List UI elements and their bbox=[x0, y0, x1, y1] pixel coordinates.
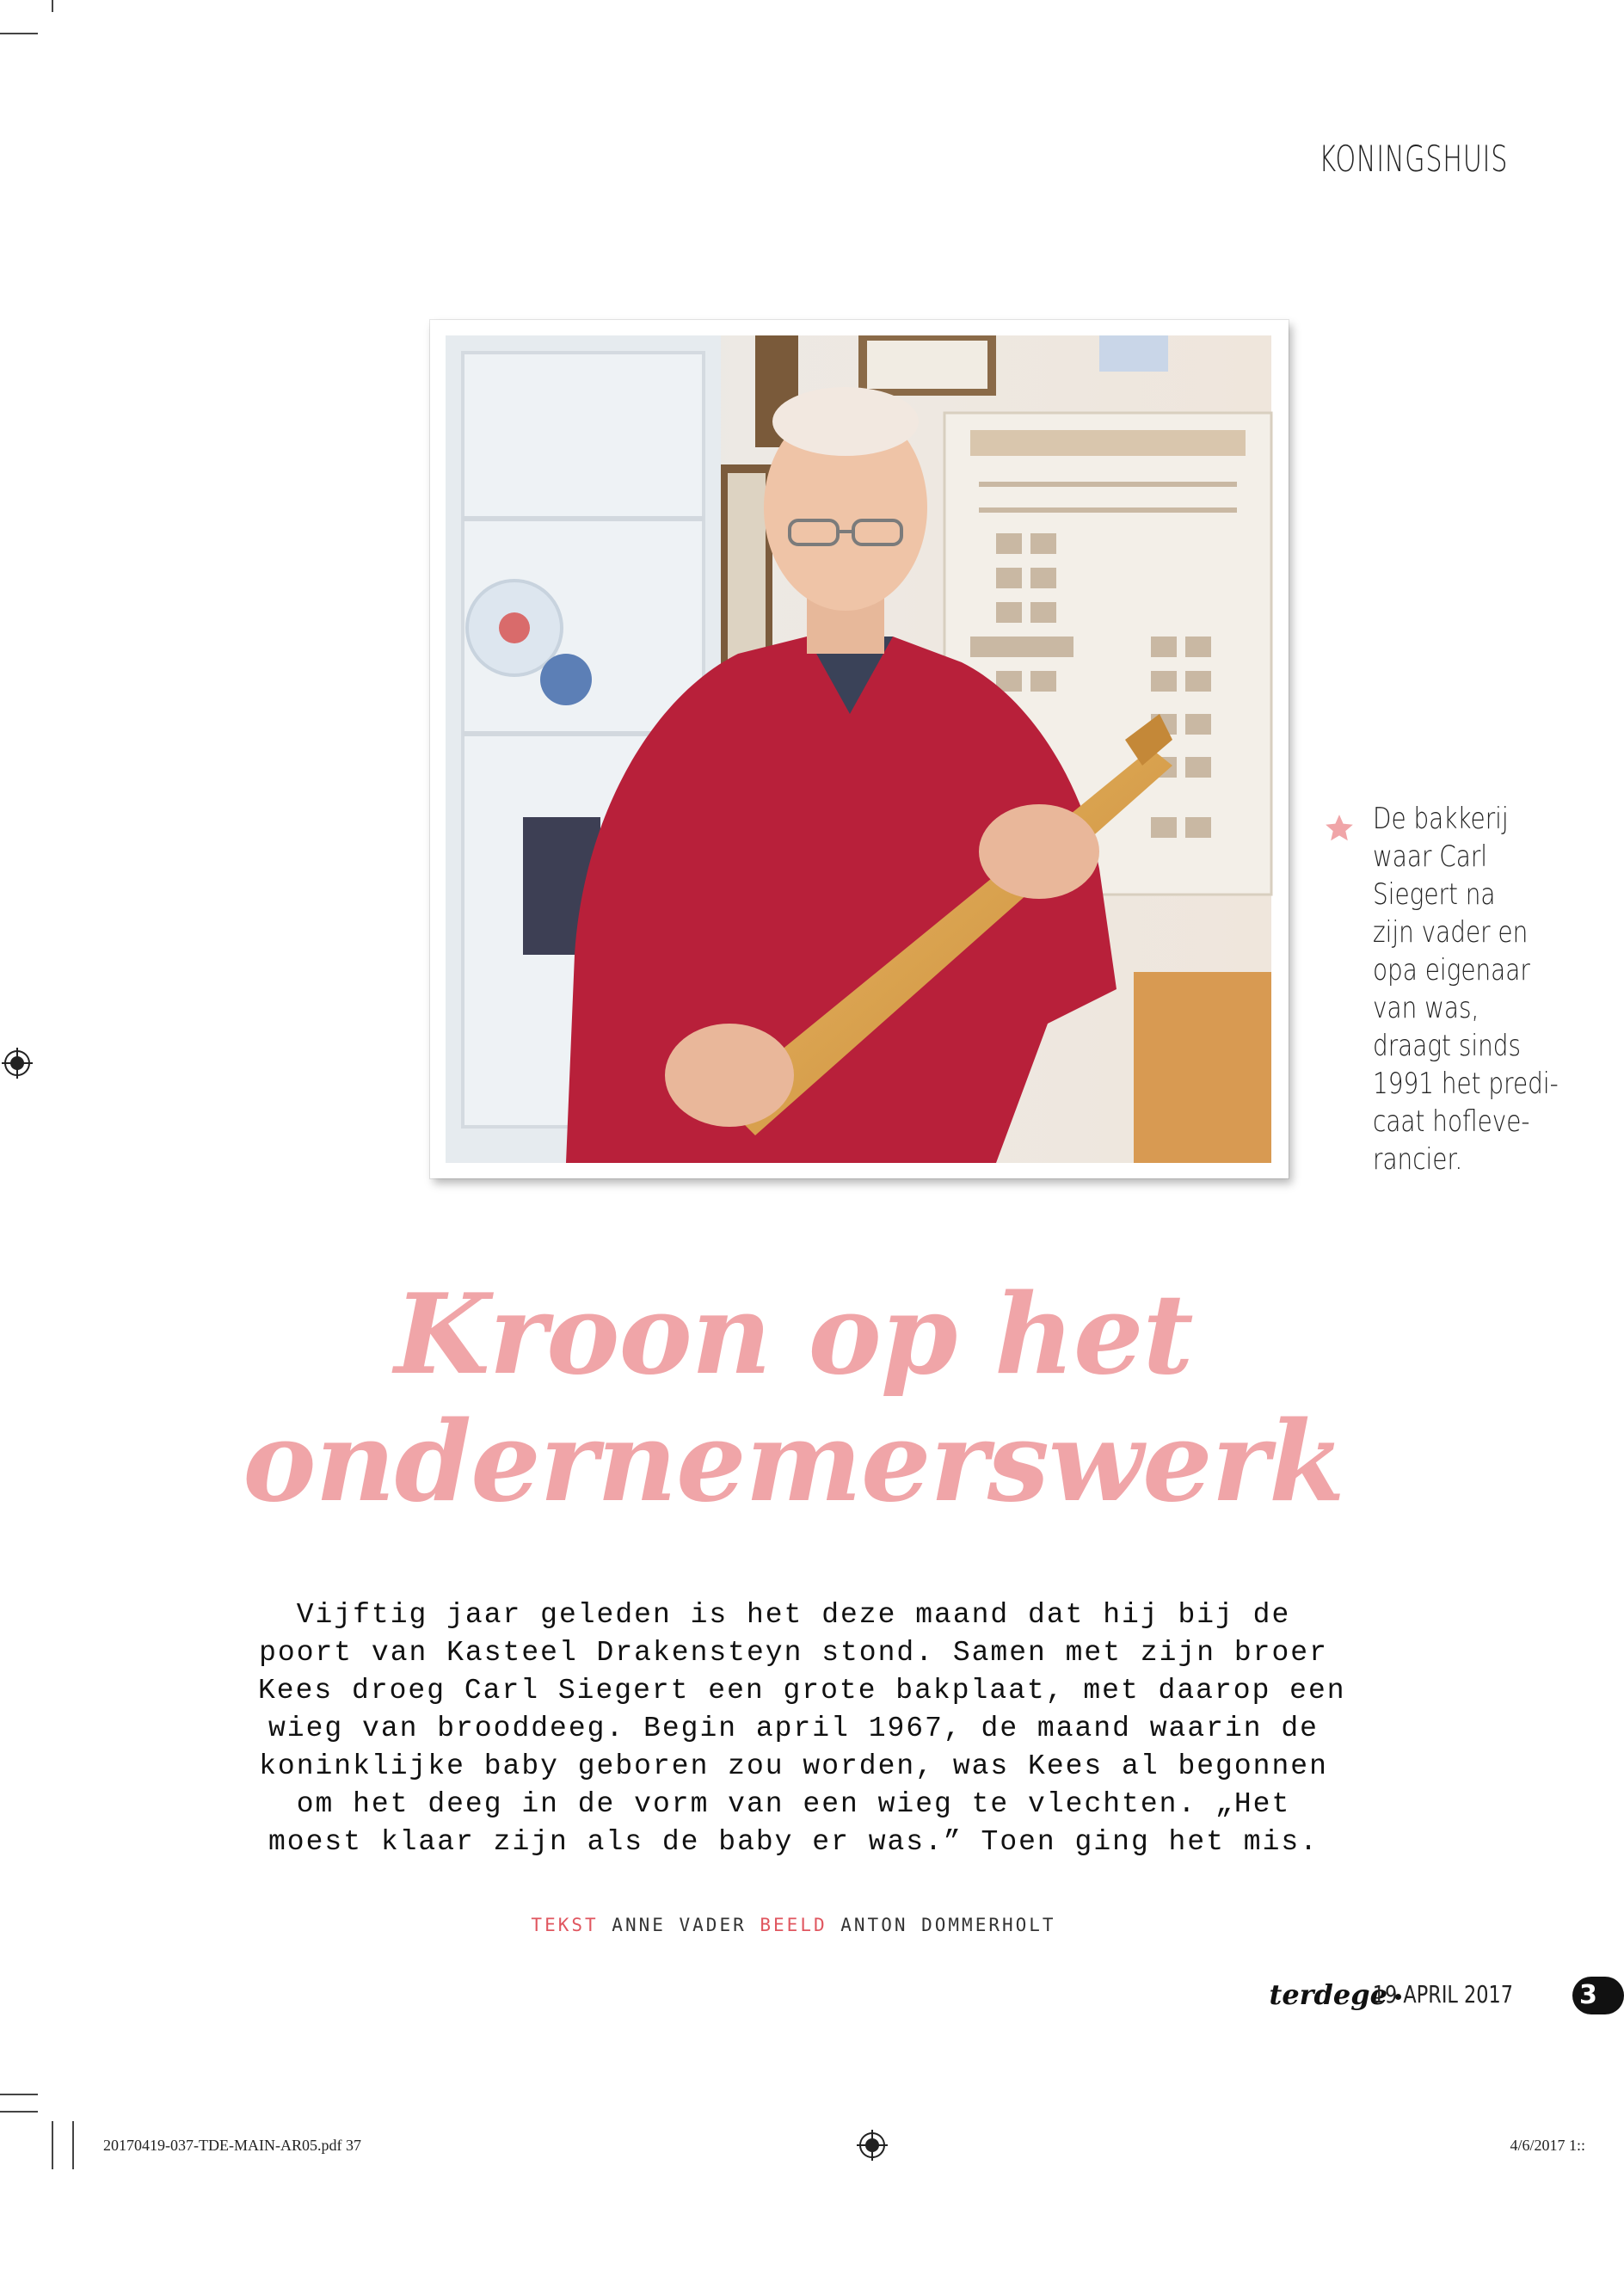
crop-mark bbox=[52, 2121, 53, 2169]
portrait-illustration bbox=[446, 335, 1271, 1163]
credit-photo-author: ANTON DOMMERHOLT bbox=[840, 1915, 1056, 1935]
caption-line: waar Carl bbox=[1373, 840, 1488, 874]
caption-line: draagt sinds bbox=[1373, 1029, 1522, 1063]
intro-line: moest klaar zijn als de baby er was.” Toen ging het mis. bbox=[268, 1826, 1319, 1858]
intro-line: poort van Kasteel Drakensteyn stond. Samen met zijn broer bbox=[259, 1637, 1328, 1669]
issue-date: 19 APRIL 2017 bbox=[1372, 1980, 1513, 2008]
star-icon bbox=[1323, 812, 1356, 845]
section-label: KONINGSHUIS bbox=[1319, 138, 1508, 180]
intro-line: om het deeg in de vorm van een wieg te vlechten. „Het bbox=[296, 1788, 1291, 1820]
photo-caption bbox=[1373, 800, 1562, 1178]
registration-mark-icon bbox=[857, 2130, 888, 2161]
credit-photo-label: BEELD bbox=[760, 1915, 827, 1935]
caption-line: zijn vader en bbox=[1373, 915, 1529, 950]
registration-mark-icon bbox=[2, 1048, 33, 1079]
crop-mark bbox=[0, 2111, 38, 2113]
intro-line: Kees droeg Carl Siegert een grote bakplaat, met daarop een bbox=[258, 1675, 1346, 1707]
intro-line: wieg van brooddeeg. Begin april 1967, de maand waarin de bbox=[268, 1713, 1319, 1744]
article-intro bbox=[258, 1596, 1346, 1861]
print-slug-file: 20170419-037-TDE-MAIN-AR05.pdf 37 bbox=[103, 2137, 361, 2154]
page-number-tab bbox=[1572, 1977, 1624, 2014]
headline-line: Kroon op het bbox=[394, 1270, 1193, 1399]
intro-line: Vijftig jaar geleden is het deze maand dat hij bij de bbox=[296, 1599, 1291, 1631]
credit-text-author: ANNE VADER bbox=[612, 1915, 747, 1935]
headline-line: ondernemerswerk bbox=[243, 1398, 1344, 1527]
crop-mark bbox=[0, 33, 38, 34]
page-number: 3 bbox=[1579, 1980, 1597, 2010]
portrait-photo bbox=[430, 320, 1289, 1178]
caption-line: caat hofleve- bbox=[1373, 1104, 1530, 1139]
caption-line: rancier. bbox=[1373, 1142, 1463, 1177]
crop-mark bbox=[0, 2094, 38, 2095]
article-headline bbox=[0, 1271, 1587, 1526]
caption-line: opa eigenaar bbox=[1373, 953, 1530, 987]
caption-line: van was, bbox=[1373, 991, 1479, 1025]
crop-mark bbox=[52, 0, 53, 12]
article-credits bbox=[0, 1915, 1587, 1935]
print-slug-date: 4/6/2017 1:: bbox=[1510, 2137, 1585, 2154]
caption-line: Siegert na bbox=[1373, 877, 1496, 912]
intro-line: koninklijke baby geboren zou worden, was Kees al begonnen bbox=[259, 1750, 1328, 1782]
caption-line: De bakkerij bbox=[1373, 802, 1509, 836]
magazine-brand: terdege bbox=[1269, 1978, 1387, 2011]
crop-mark bbox=[72, 2121, 74, 2169]
credit-text-label: TEKST bbox=[531, 1915, 599, 1935]
caption-line: 1991 het predi- bbox=[1373, 1067, 1559, 1101]
